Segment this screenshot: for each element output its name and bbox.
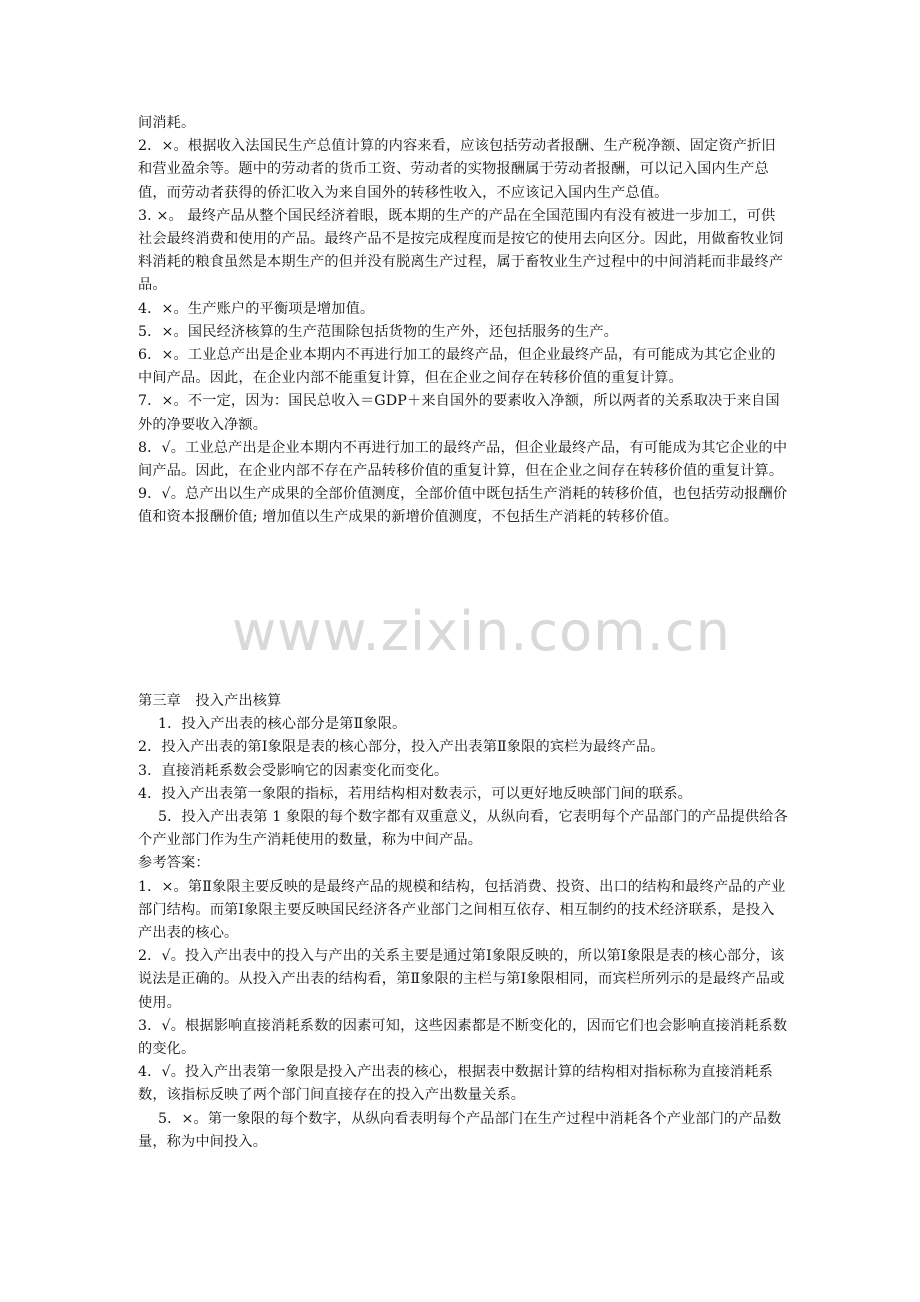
ch3-answer-2: 2．√。投入产出表中的投入与产出的关系主要是通过第Ⅰ象限反映的，所以第Ⅰ象限是表的核心部分，该说法是正确的。从投入产出表的结构看，第Ⅱ象限的主栏与第Ⅰ象限相同，而宾栏所列示的是最终产品或使用。: [138, 948, 785, 1011]
chapter-three: [138, 690, 788, 1154]
answer-label: 参考答案：: [138, 855, 210, 872]
question-1: 1．投入产出表的核心部分是第Ⅱ象限。: [158, 716, 407, 733]
answer-8: 8．√。工业总产出是企业本期内不再进行加工的最终产品，但企业最终产品，有可能成为其它企业的中间产品。因此，在企业内部不存在产品转移价值的重复计算，但在企业之间存在转移价值的重复计算。: [138, 439, 788, 480]
ch3-answer-3: 3．√。根据影响直接消耗系数的因素可知，这些因素都是不断变化的，因而它们也会影响直接消耗系数的变化。: [138, 1017, 788, 1058]
ch3-answer-4: 4．√。投入产出表第一象限是投入产出表的核心，根据表中数据计算的结构相对指标称为直接消耗系数，该指标反映了两个部门间直接存在的投入产出数量关系。: [138, 1064, 773, 1104]
answer-5: 5．×。国民经济核算的生产范围除包括货物的生产外，还包括服务的生产。: [138, 323, 619, 340]
answer-4: 4．×。生产账户的平衡项是增加值。: [138, 300, 375, 317]
answer-3: 3. ×。 最终产品从整个国民经济着眼，既本期的生产的产品在全国范围内有没有被进一步加工，可供社会最终消费和使用的产品。最终产品不是按完成程度而是按它的使用去向区分。因此，用做畜牧业饲料消耗的粮食虽然是本期生产的但并没有脱离生产过程，属于畜牧业生产过程中的中间消耗而非最终产品。: [138, 207, 784, 294]
paragraph-continuation: 间消耗。: [138, 115, 196, 131]
watermark: www.zixin.com.cn: [232, 600, 731, 663]
question-4: 4．投入产出表第一象限的指标，若用结构相对数表示，可以更好地反映部门间的联系。: [138, 785, 693, 802]
chapter-heading: 第三章 投入产出核算: [138, 693, 282, 709]
question-3: 3．直接消耗系数会受影响它的因素变化而变化。: [138, 762, 449, 779]
ch3-answer-5: 5．×。第一象限的每个数字，从纵向看表明每个产品部门在生产过程中消耗各个产业部门的产品数量，称为中间投入。: [138, 1110, 782, 1150]
answer-7: 7．×。不一定，因为：国民总收入＝GDP＋来自国外的要素收入净额，所以两者的关系取决于来自国外的净要收入净额。: [138, 393, 780, 433]
question-5: 5．投入产出表第 1 象限的每个数字都有双重意义，从纵向看，它表明每个产品部门的产品提供给各个产业部门作为生产消耗使用的数量，称为中间产品。: [138, 809, 788, 849]
answer-6: 6．×。工业总产出是企业本期内不再进行加工的最终产品，但企业最终产品，有可能成为其它企业的中间产品。因此，在企业内部不能重复计算，但在企业之间存在转移价值的重复计算。: [138, 347, 776, 387]
answer-9: 9．√。总产出以生产成果的全部价值测度，全部价值中既包括生产消耗的转移价值，也包括劳动报酬价值和资本报酬价值; 增加值以生产成果的新增价值测度，不包括生产消耗的转移价值。: [138, 486, 788, 526]
section-one: [138, 112, 788, 530]
answer-2: 2．×。根据收入法国民生产总值计算的内容来看，应该包括劳动者报酬、生产税净额、固定资产折旧和营业盈余等。题中的劳动者的货币工资、劳动者的实物报酬属于劳动者报酬，可以记入国内生产总值，而劳动者获得的侨汇收入为来自国外的转移性收入，不应该记入国内生产总值。: [138, 138, 776, 201]
question-2: 2．投入产出表的第Ⅰ象限是表的核心部分，投入产出表第Ⅱ象限的宾栏为最终产品。: [138, 739, 665, 756]
ch3-answer-1: 1．×。第Ⅱ象限主要反映的是最终产品的规模和结构，包括消费、投资、出口的结构和最终产品的产业部门结构。而第Ⅰ象限主要反映国民经济各产业部门之间相互依存、相互制约的技术经济联系，是投入产出表的核心。: [138, 878, 786, 942]
